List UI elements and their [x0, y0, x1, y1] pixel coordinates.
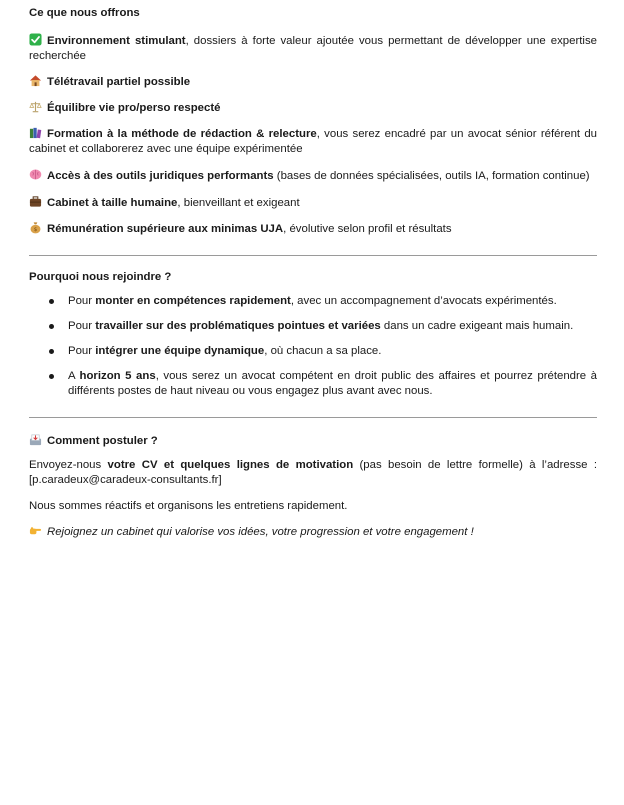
why-bullet-list	[29, 294, 597, 399]
offer-item-7: $ Rémunération supérieure aux minimas UJA, évolutive selon profil et résultats	[29, 221, 597, 237]
briefcase-icon	[29, 195, 42, 208]
offer-item-6: Cabinet à taille humaine, bienveillant et exigeant	[29, 195, 597, 211]
offer-item-5: Accès à des outils juridiques performants (bases de données spécialisées, outils IA, formation continue)	[29, 168, 597, 184]
divider-1	[29, 255, 597, 256]
books-icon	[29, 126, 42, 139]
apply-paragraph-3: Rejoignez un cabinet qui valorise vos idées, votre progression et votre engagement !	[29, 524, 597, 540]
brain-icon	[29, 168, 42, 181]
list-item: A horizon 5 ans, vous serez un avocat compétent en droit public des affaires et pourrez prétendre à différents postes de haut niveau ou vous engagez plus avant avec nous.	[29, 369, 597, 399]
pointing-hand-icon	[29, 524, 42, 537]
list-item: Pour intégrer une équipe dynamique, où chacun a sa place.	[29, 344, 597, 359]
svg-text:$: $	[33, 227, 38, 234]
apply-paragraph-2: Nous sommes réactifs et organisons les entretiens rapidement.	[29, 500, 348, 512]
list-item: Pour travailler sur des problématiques pointues et variées dans un cadre exigeant mais humain.	[29, 319, 597, 334]
balance-scale-icon	[29, 100, 42, 113]
inbox-tray-icon	[29, 433, 42, 446]
offer-item-1: Environnement stimulant, dossiers à forte valeur ajoutée vous permettant de développer une expertise recherchée	[29, 35, 597, 62]
section-apply-title: Comment postuler ?	[29, 433, 597, 449]
offer-item-4: Formation à la méthode de rédaction & relecture, vous serez encadré par un avocat sénior référent du cabinet et collaborerez avec une équipe expérimentée	[29, 128, 598, 155]
section-why-title: Pourquoi nous rejoindre ?	[29, 271, 172, 283]
divider-2	[29, 417, 597, 418]
offer-item-3: Équilibre vie pro/perso respecté	[29, 100, 597, 116]
section-offer-title: Ce que nous offrons	[29, 7, 140, 19]
list-item: Pour monter en compétences rapidement, avec un accompagnement d’avocats expérimentés.	[29, 294, 597, 309]
offer-item-2: Télétravail partiel possible	[29, 74, 597, 90]
check-box-icon	[29, 33, 42, 46]
money-bag-icon	[29, 221, 42, 234]
apply-paragraph-1: Envoyez-nous votre CV et quelques lignes de motivation (pas besoin de lettre formelle) à l’adresse : [p.caradeux@caradeux-consultants.fr]	[29, 459, 597, 486]
house-icon	[29, 74, 42, 87]
